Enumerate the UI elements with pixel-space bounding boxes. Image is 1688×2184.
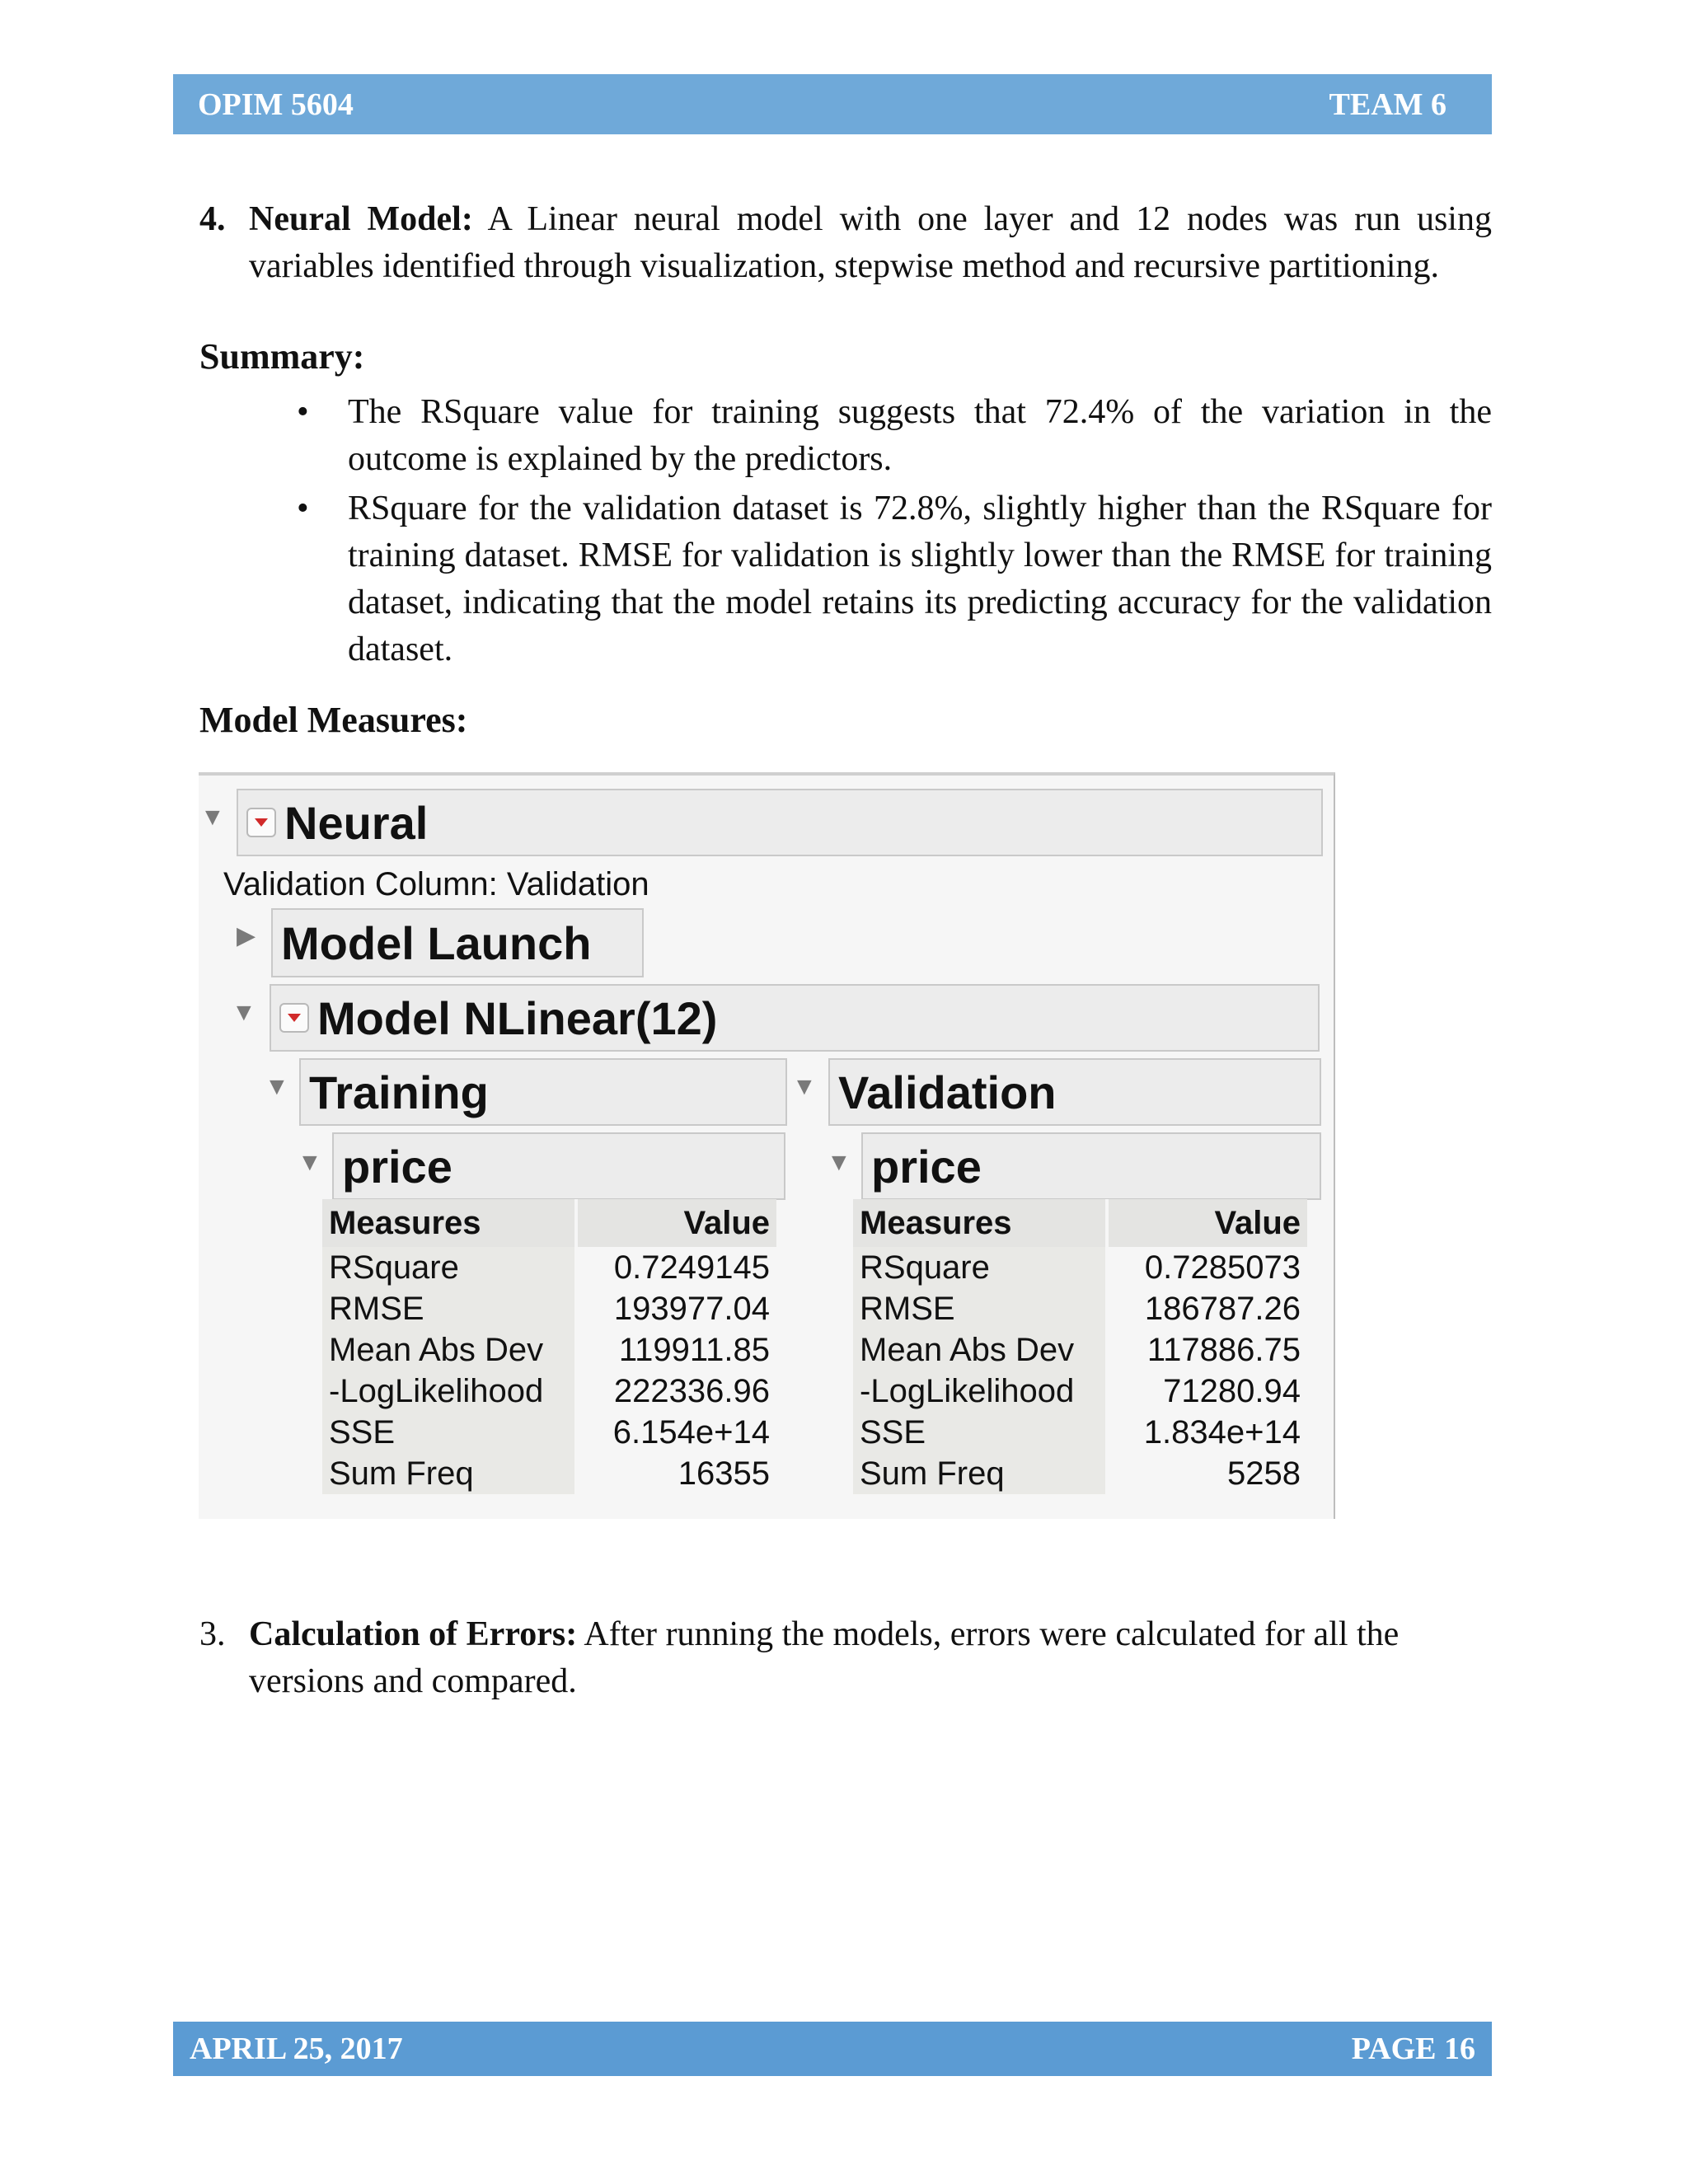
table-row: RMSE 193977.04 (322, 1288, 776, 1329)
table-row: -LogLikelihood 71280.94 (853, 1371, 1307, 1412)
validation-title: Validation (838, 1066, 1057, 1118)
column-header: Value (574, 1199, 776, 1247)
model-title: Model NLinear(12) (317, 991, 718, 1044)
table-row: Mean Abs Dev 119911.85 (322, 1329, 776, 1371)
neural-title: Neural (284, 796, 429, 849)
model-nlinear-outline (270, 984, 1320, 1052)
table-row: Sum Freq 16355 (322, 1453, 776, 1494)
bullet-text: The RSquare value for training suggests that 72.4% of the variation in the outcome is explained by the predictors. (348, 393, 1492, 478)
red-triangle-menu-icon[interactable] (246, 808, 276, 837)
table-row: Sum Freq 5258 (853, 1453, 1307, 1494)
calculation-of-errors-paragraph (199, 1611, 1492, 1705)
column-header: Measures (853, 1199, 1105, 1247)
column-header: Measures (322, 1199, 574, 1247)
validation-response: price (871, 1140, 982, 1193)
item-text: After running the models, errors were calculated for all the versions and compared. (249, 1615, 1400, 1700)
footer-page-number: PAGE 16 (1351, 2032, 1475, 2066)
header-course: OPIM 5604 (198, 87, 354, 122)
disclosure-expanded-icon[interactable]: ▼ (827, 1149, 851, 1176)
validation-measures-table (853, 1199, 1307, 1494)
item-title: Neural Model: (249, 200, 473, 238)
item-number: 4. (199, 200, 226, 238)
page-footer (173, 2022, 1492, 2076)
column-header: Value (1105, 1199, 1307, 1247)
disclosure-expanded-icon[interactable]: ▼ (232, 999, 256, 1026)
training-response-outline (332, 1132, 785, 1200)
table-row: -LogLikelihood 222336.96 (322, 1371, 776, 1412)
item-text: A Linear neural model with one layer and 12 nodes was run using variables identified through visualization, stepwise method and recursive partitioning. (249, 200, 1492, 285)
training-response: price (342, 1140, 452, 1193)
bullet-text: RSquare for the validation dataset is 72.8%, slightly higher than the RSquare for training dataset. RMSE for validation is slightly lower than the RMSE for training dataset, indicating that the model retains its predicting accuracy for the validation dataset. (348, 490, 1492, 668)
bullet-icon: • (297, 490, 309, 527)
list-item (297, 389, 1492, 483)
item-number: 3. (199, 1615, 226, 1653)
model-launch-outline[interactable] (271, 908, 644, 977)
header-team: TEAM 6 (1329, 87, 1447, 122)
table-row: SSE 1.834e+14 (853, 1412, 1307, 1453)
footer-date: APRIL 25, 2017 (190, 2032, 403, 2066)
bullet-icon: • (297, 393, 309, 431)
item-title: Calculation of Errors: (249, 1615, 578, 1653)
jmp-report-panel (199, 772, 1335, 1519)
table-row: SSE 6.154e+14 (322, 1412, 776, 1453)
validation-response-outline (861, 1132, 1321, 1200)
model-launch-title: Model Launch (281, 916, 592, 969)
disclosure-collapsed-icon[interactable]: ▶ (237, 922, 256, 949)
validation-column-label: Validation Column: Validation (223, 866, 649, 902)
disclosure-expanded-icon[interactable]: ▼ (265, 1073, 289, 1100)
table-row: RMSE 186787.26 (853, 1288, 1307, 1329)
page-header (173, 74, 1492, 134)
disclosure-expanded-icon[interactable]: ▼ (200, 804, 225, 831)
summary-list (297, 389, 1492, 676)
neural-model-paragraph (199, 196, 1492, 290)
table-row: RSquare 0.7249145 (322, 1247, 776, 1288)
neural-outline-title (237, 789, 1323, 856)
model-measures-heading: Model Measures: (199, 700, 468, 740)
training-measures-table (322, 1199, 776, 1494)
validation-outline (828, 1058, 1321, 1126)
summary-heading: Summary: (199, 336, 365, 377)
training-title: Training (309, 1066, 489, 1118)
red-triangle-menu-icon[interactable] (279, 1003, 309, 1033)
disclosure-expanded-icon[interactable]: ▼ (792, 1073, 817, 1100)
list-item (297, 485, 1492, 673)
disclosure-expanded-icon[interactable]: ▼ (298, 1149, 322, 1176)
table-row: Mean Abs Dev 117886.75 (853, 1329, 1307, 1371)
training-outline (299, 1058, 787, 1126)
table-row: RSquare 0.7285073 (853, 1247, 1307, 1288)
